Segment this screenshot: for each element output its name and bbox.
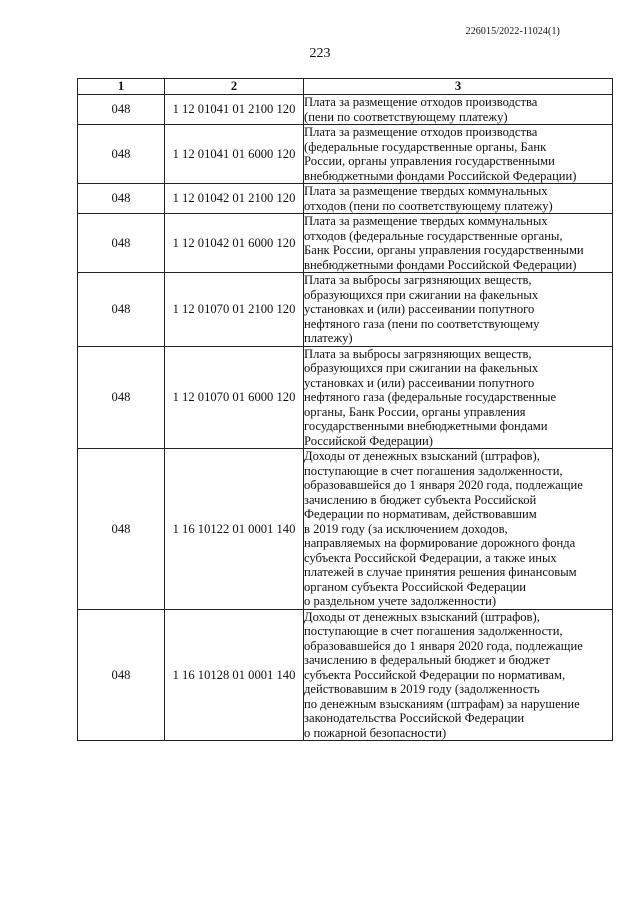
description-cell: Плата за размещение твердых коммунальных отходов (федеральные государственные органы, Банк России, органы управления государственными внебюджетными фондами Российской Федерации): [304, 214, 613, 273]
classification-code-cell: 1 16 10122 01 0001 140: [165, 449, 304, 610]
table-row: [78, 184, 613, 214]
description-cell: Плата за размещение отходов производства (федеральные государственные органы, Банк России, органы управления государственными внебюджетными фондами Российской Федерации): [304, 125, 613, 184]
classification-code-cell: 1 12 01070 01 6000 120: [165, 346, 304, 449]
admin-code-cell: 048: [78, 214, 165, 273]
table-header-row: [78, 79, 613, 95]
column-header-2: 2: [165, 79, 304, 95]
description-cell: Плата за выбросы загрязняющих веществ, образующихся при сжигании на факельных установках и (или) рассеивании попутного нефтяного газа (пени по соответствующему платежу): [304, 273, 613, 347]
admin-code-cell: 048: [78, 609, 165, 741]
table-row: [78, 214, 613, 273]
document-id: 226015/2022-11024(1): [465, 26, 560, 37]
table-row: [78, 95, 613, 125]
table-row: [78, 273, 613, 347]
budget-classification-table: [77, 78, 613, 741]
admin-code-cell: 048: [78, 95, 165, 125]
table-row: [78, 125, 613, 184]
classification-code-cell: 1 12 01070 01 2100 120: [165, 273, 304, 347]
column-header-3: 3: [304, 79, 613, 95]
admin-code-cell: 048: [78, 273, 165, 347]
table-row: [78, 449, 613, 610]
description-cell: Доходы от денежных взысканий (штрафов), поступающие в счет погашения задолженности, образовавшейся до 1 января 2020 года, подлежащие зачислению в федеральный бюджет и бюджет субъекта Российской Федерации по нормативам, действовавшим в 2019 году (задолженность по денежным взысканиям (штрафам) за нарушение законодательства Российской Федерации о пожарной безопасности): [304, 609, 613, 741]
admin-code-cell: 048: [78, 346, 165, 449]
classification-code-cell: 1 16 10128 01 0001 140: [165, 609, 304, 741]
classification-code-cell: 1 12 01042 01 2100 120: [165, 184, 304, 214]
description-cell: Плата за размещение твердых коммунальных отходов (пени по соответствующему платежу): [304, 184, 613, 214]
description-cell: Плата за размещение отходов производства (пени по соответствующему платежу): [304, 95, 613, 125]
description-cell: Плата за выбросы загрязняющих веществ, образующихся при сжигании на факельных установках и (или) рассеивании попутного нефтяного газа (федеральные государственные органы, Банк России, органы управления государственными внебюджетными фондами Российской Федерации): [304, 346, 613, 449]
table-row: [78, 609, 613, 741]
admin-code-cell: 048: [78, 125, 165, 184]
classification-code-cell: 1 12 01041 01 2100 120: [165, 95, 304, 125]
admin-code-cell: 048: [78, 449, 165, 610]
page-number: 223: [309, 46, 331, 61]
classification-code-cell: 1 12 01042 01 6000 120: [165, 214, 304, 273]
classification-code-cell: 1 12 01041 01 6000 120: [165, 125, 304, 184]
column-header-1: 1: [78, 79, 165, 95]
table-row: [78, 346, 613, 449]
admin-code-cell: 048: [78, 184, 165, 214]
description-cell: Доходы от денежных взысканий (штрафов), поступающие в счет погашения задолженности, образовавшейся до 1 января 2020 года, подлежащие зачислению в бюджет субъекта Российской Федерации по нормативам, действовавшим в 2019 году (за исключением доходов, направляемых на формирование дорожного фонда субъекта Российской Федерации, а также иных платежей в случае принятия решения финансовым органом субъекта Российской Федерации о раздельном учете задолженности): [304, 449, 613, 610]
